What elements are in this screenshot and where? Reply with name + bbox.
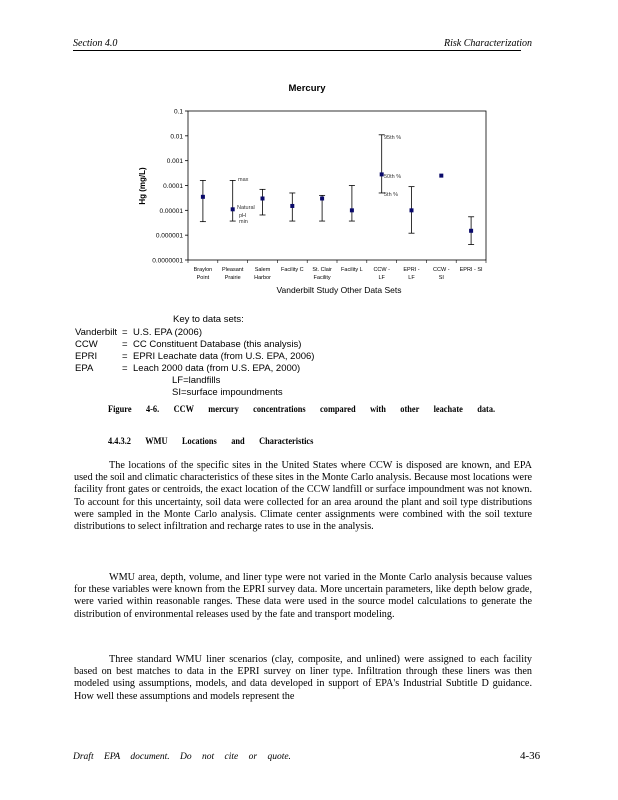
x-tick-label: LF <box>378 275 385 281</box>
y-tick-label: 0.1 <box>173 108 183 116</box>
median-point <box>439 174 443 178</box>
chart-annotation: max <box>238 177 249 183</box>
x-tick-label: Braylon <box>193 267 213 273</box>
key-eq: = <box>122 327 128 338</box>
section-heading: 4.4.3.2 WMU Locations and Characteristics <box>108 437 314 447</box>
paragraph: The locations of the specific sites in the United States where CCW is disposed are known, and EPA used the soil and climatic characteristics of these sites in the Monte Carlo analysis. Because most locations were facility front gates or centroids, the exact location of the CCW landfill or surface impoundment was not known. To account for this uncertainty, soil data were collected for an area around the plant and soil type distributions were sampled in the Monte Carlo analysis. Climate center assignments were combined with the soil texture distributions to select infiltration and recharge rates to use in the analysis. <box>74 460 532 533</box>
x-tick-label: Facility C <box>280 267 304 273</box>
key-desc: Leach 2000 data (from U.S. EPA, 2000) <box>133 363 301 374</box>
figure-caption: Figure 4-6. CCW mercury concentrations compared with other leachate data. <box>108 405 496 415</box>
paragraph: WMU area, depth, volume, and liner type were not varied in the Monte Carlo analysis because values for these variables were known from the EPRI survey data. More uncertain parameters, like depth below grade, were varied within reasonable ranges. These data were used in the source model calculations to generate the distribution of environmental releases used by the fate and transport modeling. <box>74 572 532 620</box>
median-point <box>410 208 414 212</box>
median-point <box>320 196 324 200</box>
y-axis-label: Hg (mg/L) <box>138 167 147 205</box>
chart-annotation: pH <box>239 213 247 219</box>
key-desc: U.S. EPA (2006) <box>133 327 202 338</box>
median-point <box>350 208 354 212</box>
median-point <box>261 196 265 200</box>
key-abbr: EPA <box>75 363 94 374</box>
y-tick-label: 0.0001 <box>163 183 183 190</box>
chart-annotation: 5th % <box>384 192 399 198</box>
y-tick-label: 0.00001 <box>159 207 183 215</box>
median-point <box>201 195 205 199</box>
key-abbr: EPRI <box>75 351 98 362</box>
paragraph: Three standard WMU liner scenarios (clay, composite, and unlined) were assigned to each facility based on best matches to data in the EPRI survey on liner type. Infiltration through these liners was then modeled using assumptions, models, and data developed in support of EPA's Industrial Subtitle D guidance. How well these assumptions and models represent the <box>74 654 532 702</box>
y-tick-label: 0.0000001 <box>152 257 183 265</box>
y-tick-label: 0.000001 <box>155 232 183 240</box>
key-abbr: CCW <box>75 339 98 350</box>
x-tick-label: Pleasant <box>221 267 244 273</box>
key-desc: EPRI Leachate data (from U.S. EPA, 2006) <box>133 351 315 362</box>
x-tick-label: SI <box>438 275 444 281</box>
median-point <box>231 207 235 211</box>
x-tick-label: Point <box>196 275 210 281</box>
mercury-chart <box>0 0 618 320</box>
key-eq: = <box>122 339 128 350</box>
chart-annotation: min <box>239 219 248 225</box>
y-tick-label: 0.01 <box>170 133 183 141</box>
chart-annotation: 50th % <box>384 174 402 180</box>
x-tick-label: Facility L <box>341 267 363 273</box>
y-tick-label: 0.001 <box>166 158 183 166</box>
chart-annotation: Natural <box>237 205 255 211</box>
key-lf-note: LF=landfills <box>172 375 221 386</box>
x-axis-label: Vanderbilt Study Other Data Sets <box>276 285 402 295</box>
key-si-note: SI=surface impoundments <box>172 387 283 398</box>
x-tick-label: EPRI - SI <box>459 267 483 273</box>
x-tick-label: Prairie <box>224 275 241 281</box>
key-abbr: Vanderbilt <box>75 327 118 338</box>
header-section: Section 4.0 <box>73 38 118 49</box>
key-eq: = <box>122 351 128 362</box>
x-tick-label: LF <box>408 275 415 281</box>
median-point <box>290 204 294 208</box>
x-tick-label: Salem <box>254 267 271 273</box>
page-number: 4-36 <box>520 750 541 762</box>
median-point <box>469 229 473 233</box>
key-eq: = <box>122 363 128 374</box>
footer-note: Draft EPA document. Do not cite or quote. <box>73 752 291 762</box>
key-desc: CC Constituent Database (this analysis) <box>133 339 302 350</box>
x-tick-label: CCW - <box>433 267 450 273</box>
chart-title: Mercury <box>288 83 326 94</box>
header-title: Risk Characterization <box>444 38 533 49</box>
chart-annotation: 95th % <box>384 135 402 141</box>
x-tick-label: St. Clair <box>312 267 332 273</box>
key-title: Key to data sets: <box>173 314 244 325</box>
x-tick-label: CCW - <box>373 267 390 273</box>
x-tick-label: Harbor <box>254 275 271 281</box>
x-tick-label: Facility <box>313 275 331 281</box>
x-tick-label: EPRI - <box>403 267 420 273</box>
